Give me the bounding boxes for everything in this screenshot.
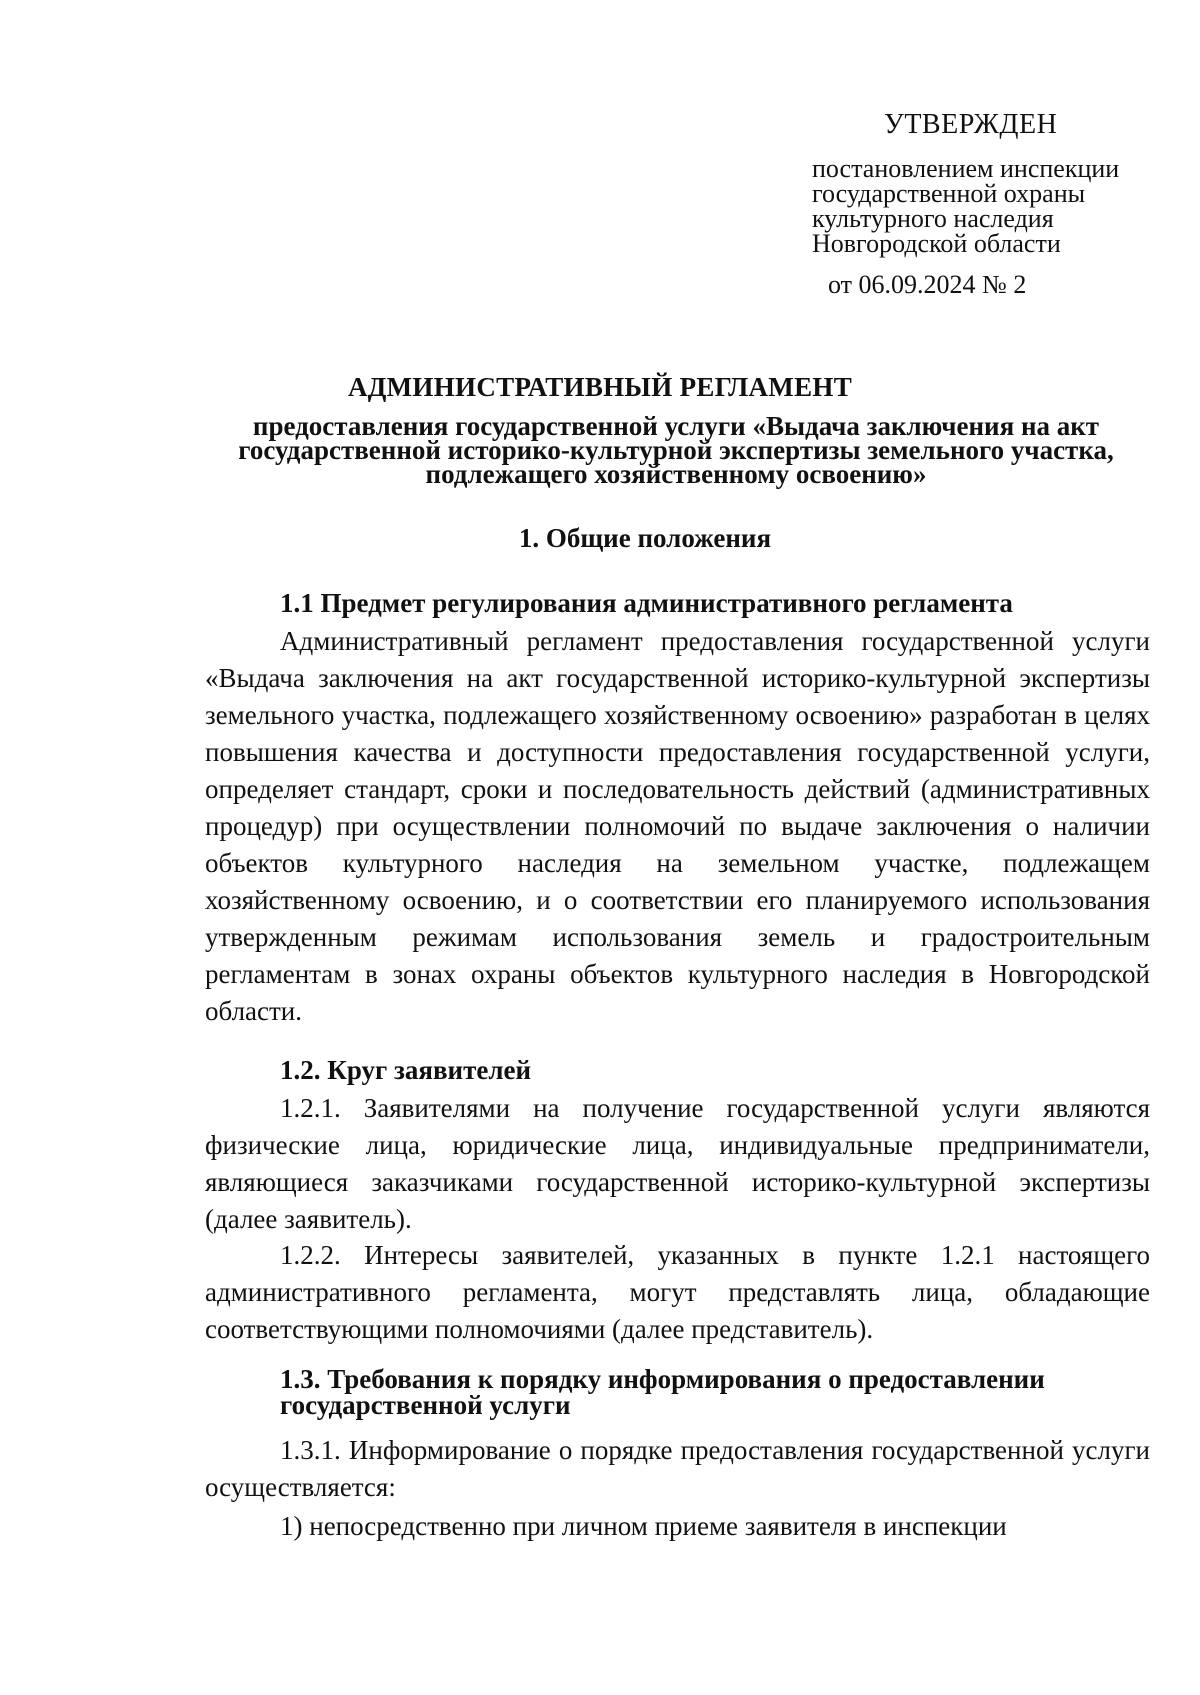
document-title: АДМИНИСТРАТИВНЫЙ РЕГЛАМЕНТ bbox=[347, 372, 853, 402]
approval-date: от 06.09.2024 № 2 bbox=[828, 270, 1027, 299]
paragraph: 1.2.2. Интересы заявителей, указанных в пункте 1.2.1 настоящего административного регламента, могут представлять лица, обладающие соответствующими полномочиями (далее представитель). bbox=[205, 1240, 1150, 1344]
approval-title: УТВЕРЖДЕН bbox=[884, 109, 1058, 140]
paragraph: 1) непосредственно при личном приеме заявителя в инспекции bbox=[280, 1511, 1007, 1541]
approval-stamp-block bbox=[812, 108, 1172, 300]
subsection-heading: 1.2. Круг заявителей bbox=[280, 1055, 532, 1085]
subsection-heading: 1.1 Предмет регулирования административного регламента bbox=[280, 588, 1013, 618]
paragraph: 1.2.1. Заявителями на получение государственной услуги являются физические лица, юридические лица, индивидуальные предприниматели, являющиеся заказчиками государственной историко-культурной экспертизы (далее заявитель). bbox=[205, 1093, 1150, 1234]
paragraph: 1.3.1. Информирование о порядке предоставления государственной услуги осуществляется: bbox=[205, 1435, 1150, 1502]
subsection-heading: 1.3. Требования к порядку информирования о предоставлении государственной услуги bbox=[280, 1364, 1045, 1420]
paragraph: Административный регламент предоставления государственной услуги «Выдача заключения на акт государственной историко-культурной экспертизы земельного участка, подлежащего хозяйственному освоению» разработан в целях повышения качества и доступности предоставления государственной услуги, определяет стандарт, сроки и последовательность действий (административных процедур) при осуществлении полномочий по выдаче заключения о наличии объектов культурного наследия на земельном участке, подлежащем хозяйственному освоению, и о соответствии его планируемого использования утвержденным режимам использования земель и градостроительным регламентам в зонах охраны объектов культурного наследия в Новгородской области. bbox=[205, 626, 1150, 1026]
approval-body: постановлением инспекции государственной охраны культурного наследия Новгородской области bbox=[812, 154, 1120, 258]
section-title: 1. Общие положения bbox=[518, 523, 772, 553]
document-subtitle: предоставления государственной услуги «Выдача заключения на акт государственной историко-культурной экспертизы земельного участка, подлежащего хозяйственному освоению» bbox=[238, 411, 1114, 489]
